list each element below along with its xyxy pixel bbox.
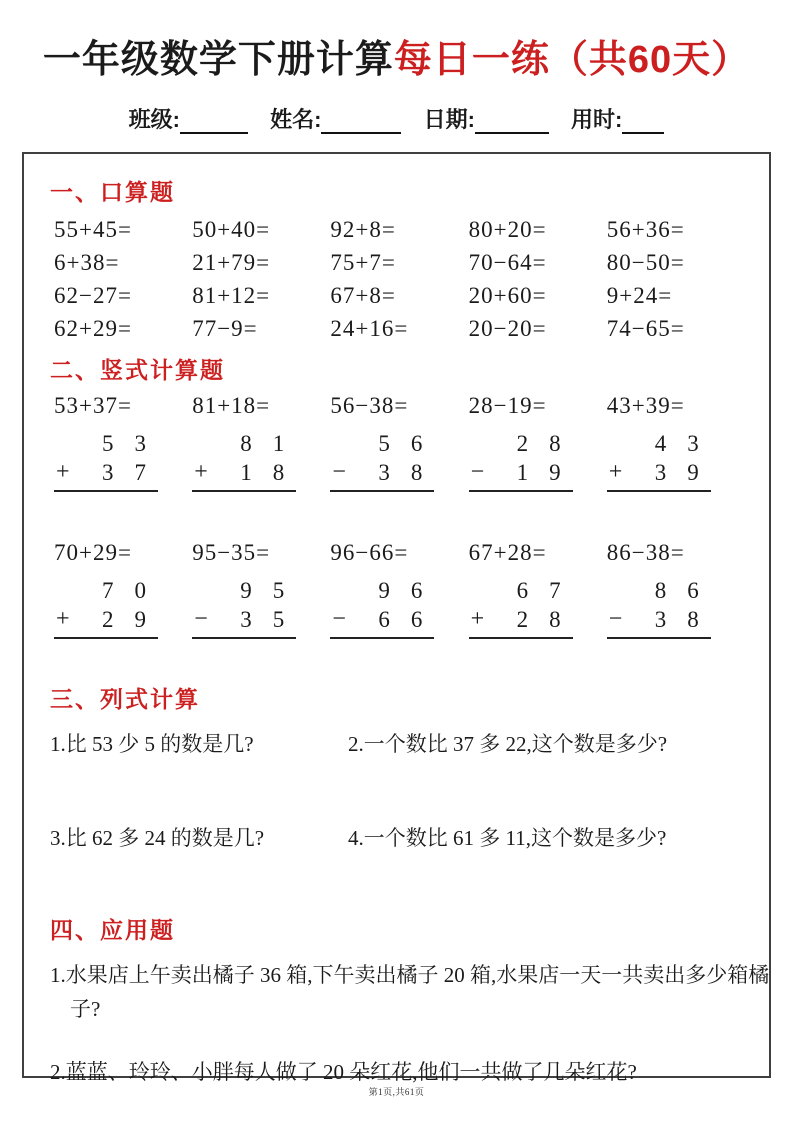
vertical-stack [469,425,582,492]
time-blank [622,110,664,134]
vertical-problem-block [54,393,192,492]
vertical-operator: − [470,459,485,485]
date-blank [475,110,549,134]
oral-problem: 92+8= [330,217,396,242]
vertical-problem-text: 81+18= [192,393,271,418]
vertical-top-operand: 56 [378,431,444,456]
vertical-operator: + [608,459,623,485]
vertical-operator: − [194,606,208,632]
oral-problem: 20+60= [468,283,547,308]
time-field [571,103,664,134]
vertical-stack [54,425,167,492]
name-label: 姓名: [270,107,322,132]
expression-problem: 3.比 62 多 24 的数是几? [50,826,265,850]
page-title-black: 一年级数学下册计算 [42,39,394,81]
vertical-bottom-operand: 38 [378,460,444,485]
word-problem-2: 2.蓝蓝、玲玲、小胖每人做了 20 朵红花,他们一共做了几朵红花? [50,1060,637,1085]
vertical-top-operand: 86 [654,578,720,603]
vertical-bottom-operand: 35 [240,607,306,632]
vertical-group-2 [54,540,745,639]
vertical-top-operand: 95 [240,578,306,603]
vertical-problem-text: 86−38= [606,540,685,565]
expression-problem: 2.一个数比 37 多 22,这个数是多少? [348,732,668,756]
vertical-top-operand: 81 [240,431,306,456]
page-title-red: 每日一练（共60天） [393,39,751,81]
oral-problem: 55+45= [54,217,132,242]
oral-problems-grid [54,217,745,340]
vertical-top-operand: 43 [654,431,720,456]
vertical-stack [607,572,720,639]
oral-problem: 24+16= [330,316,409,341]
vertical-top-operand: 70 [102,578,167,603]
vertical-problem-block [607,540,745,639]
oral-problem: 56+36= [606,217,685,242]
vertical-problem-text: 67+28= [468,540,547,565]
class-label: 班级: [128,107,180,132]
vertical-problem-block [192,540,330,639]
vertical-group-1 [54,393,745,492]
vertical-operator: + [470,606,485,632]
page-number-footer: 第1页,共61页 [368,1087,425,1097]
vertical-problem-text: 70+29= [54,540,132,565]
section-heading-vertical: 二、竖式计算题 [50,357,225,383]
vertical-bottom-operand: 28 [516,607,582,632]
oral-problem: 9+24= [606,283,673,308]
vertical-problem-text: 53+37= [54,393,132,418]
oral-problem: 80−50= [606,250,685,275]
expression-problem: 1.比 53 少 5 的数是几? [50,732,254,756]
vertical-stack [469,572,582,639]
date-field [424,103,565,134]
vertical-problem-block [607,393,745,492]
section-heading-expression: 三、列式计算 [50,686,200,712]
date-label: 日期: [423,107,475,132]
vertical-operator: + [56,459,70,485]
vertical-problem-text: 96−66= [330,540,409,565]
vertical-problem-block [330,540,468,639]
vertical-problem-block [54,540,192,639]
expression-problem: 4.一个数比 61 多 11,这个数是多少? [348,826,667,850]
oral-problem: 77−9= [192,316,258,341]
oral-problem: 62+29= [54,316,132,341]
vertical-operator: + [194,459,208,485]
vertical-operator: + [56,606,70,632]
vertical-bottom-operand: 38 [654,607,720,632]
oral-problem: 67+8= [330,283,396,308]
oral-problem: 6+38= [54,250,120,275]
class-blank [180,110,248,134]
vertical-stack [192,572,306,639]
vertical-problem-text: 43+39= [606,393,685,418]
time-label: 用时: [571,107,623,132]
vertical-bottom-operand: 19 [516,460,582,485]
name-blank [321,110,401,134]
oral-problem: 80+20= [468,217,547,242]
page-title [0,0,793,83]
oral-problem: 70−64= [468,250,547,275]
worksheet-content [24,154,769,1090]
vertical-bottom-operand: 29 [102,607,167,632]
vertical-stack [330,572,444,639]
vertical-problem-block [330,393,468,492]
vertical-bottom-operand: 66 [378,607,444,632]
oral-problem: 74−65= [606,316,685,341]
name-field [270,103,417,134]
expression-row-2 [50,822,745,852]
vertical-problem-text: 56−38= [330,393,409,418]
section-heading-oral: 一、口算题 [50,179,175,205]
oral-problem: 21+79= [192,250,271,275]
worksheet-border-box [22,152,771,1085]
section-heading-word: 四、应用题 [50,917,175,943]
oral-problem: 75+7= [330,250,396,275]
expression-row-1 [50,728,745,758]
vertical-bottom-operand: 18 [240,460,306,485]
vertical-top-operand: 96 [378,578,444,603]
oral-problem: 50+40= [192,217,271,242]
student-info-line [0,103,793,134]
vertical-top-operand: 28 [516,431,582,456]
vertical-bottom-operand: 39 [654,460,720,485]
oral-problem: 81+12= [192,283,271,308]
vertical-top-operand: 53 [102,431,167,456]
vertical-stack [330,425,444,492]
vertical-problem-block [192,393,330,492]
vertical-top-operand: 67 [516,578,582,603]
word-problem-1: 1.水果店上午卖出橘子 36 箱,下午卖出橘子 20 箱,水果店一天一共卖出多少箱橘子? [50,963,770,1021]
vertical-operator: − [608,606,623,632]
vertical-operator: − [332,606,346,632]
vertical-stack [607,425,720,492]
vertical-problem-text: 95−35= [192,540,271,565]
vertical-problem-block [469,540,607,639]
vertical-operator: − [332,459,346,485]
vertical-problem-text: 28−19= [468,393,547,418]
vertical-problem-block [469,393,607,492]
oral-problem: 62−27= [54,283,132,308]
vertical-stack [54,572,167,639]
vertical-stack [192,425,306,492]
class-field [129,103,264,134]
oral-problem: 20−20= [468,316,547,341]
vertical-bottom-operand: 37 [102,460,167,485]
